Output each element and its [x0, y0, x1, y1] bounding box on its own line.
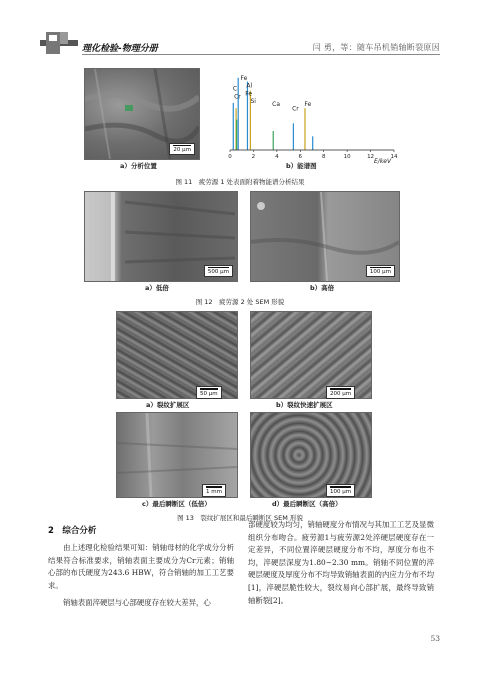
fig13-caption: 图 13 裂纹扩展区和最后瞬断区 SEM 形貌 [177, 514, 303, 522]
header-rule [82, 54, 440, 55]
fig13b-scalebar: 200 μm [326, 386, 355, 399]
eds-tick-label: 14 [390, 154, 398, 160]
fig13b-caption: b）裂纹快速扩展区 [276, 401, 333, 409]
eds-label-fe: Fe [240, 75, 248, 83]
eds-label-al: Al [246, 82, 253, 90]
right-column-paragraph: 部硬度较为均匀，销轴硬度分布情况与其加工工艺及显微组织分布吻合。疲劳源1与疲劳源2处淬硬层硬度存在一定差异，不同位置淬硬层硬度分布不均，厚度分布也不均，淬硬层深度为1.80~2.30 mm。销轴不同位置的淬硬层硬度及厚度分布不均导致销轴表面的内应力分布不均[1]，淬硬层脆性较大，裂纹易向心部扩展，最终导致销轴断裂[2]。 [248, 520, 434, 605]
page-number: 53 [430, 634, 440, 643]
fig12b-caption: b）高倍 [310, 284, 335, 292]
fig11b-caption: b）能谱图 [286, 162, 317, 170]
fig11a-caption: a）分析位置 [120, 162, 157, 170]
fig12a-scalebar: 500 μm [204, 265, 233, 278]
fig13a-caption: a）裂纹扩展区 [146, 401, 190, 409]
eds-label-fe: Fe [245, 90, 253, 98]
fig12b-micrograph [250, 191, 400, 282]
eds-tick-label: 6 [298, 154, 303, 160]
eds-tick-label: 12 [367, 154, 375, 160]
fig12a-micrograph [84, 191, 238, 282]
left-column-paragraph-1: 由上述理化检验结果可知：销轴母材的化学成分分析结果符合标准要求，销轴表面主要成分为Cr元素；销轴心部的布氏硬度为243.6 HBW，符合销轴的加工工艺要求。 [48, 543, 234, 590]
journal-logo-icon [40, 30, 78, 54]
journal-name: 理化检验-物理分册 [82, 44, 158, 54]
fig13a-scalebar: 50 μm [196, 386, 222, 399]
eds-tick-label: 10 [343, 154, 351, 160]
fig11a-micrograph [84, 68, 200, 160]
fig12b-scalebar: 100 μm [366, 265, 395, 278]
fig13d-scalebar: 100 μm [326, 484, 355, 497]
fig13c-caption: c）最后瞬断区（低倍） [142, 500, 211, 508]
left-column-paragraph-2: 销轴表面淬硬层与心部硬度存在较大差异，心 [63, 598, 211, 607]
fig11-caption: 图 11 疲劳源 1 处表面附着物能谱分析结果 [175, 178, 305, 186]
eds-tick-label: 8 [321, 154, 326, 160]
eds-tick-label: 2 [251, 154, 256, 160]
eds-peaks [233, 78, 312, 150]
running-head: 闫 勇，等：随车吊机销轴断裂原因 [312, 43, 440, 52]
fig12-caption: 图 12 疲劳源 2 处 SEM 形貌 [195, 298, 285, 306]
eds-label-fe: Fe [304, 100, 312, 108]
fig13d-caption: d）最后瞬断区（高倍） [272, 500, 342, 508]
eds-label-ca: Ca [272, 100, 281, 108]
eds-tick-label: 4 [275, 154, 279, 160]
eds-label-cr: Cr [292, 105, 299, 113]
eds-x-ticks [228, 150, 398, 160]
fig13c-scalebar: 1 mm [202, 484, 226, 497]
eds-spectrum-chart [224, 68, 400, 164]
eds-label-si: Si [250, 97, 256, 105]
fig11a-scalebar: 20 μm [169, 143, 195, 156]
eds-peak-labels [233, 75, 312, 112]
eds-label-c: C [232, 85, 238, 93]
analysis-point-marker [125, 105, 133, 111]
fig12a-caption: a）低倍 [145, 284, 169, 292]
eds-label-cr: Cr [234, 93, 241, 101]
section-title: 2 综合分析 [48, 526, 97, 536]
eds-x-axis-label: E/keV [374, 158, 392, 164]
eds-tick-label: 0 [228, 154, 232, 160]
